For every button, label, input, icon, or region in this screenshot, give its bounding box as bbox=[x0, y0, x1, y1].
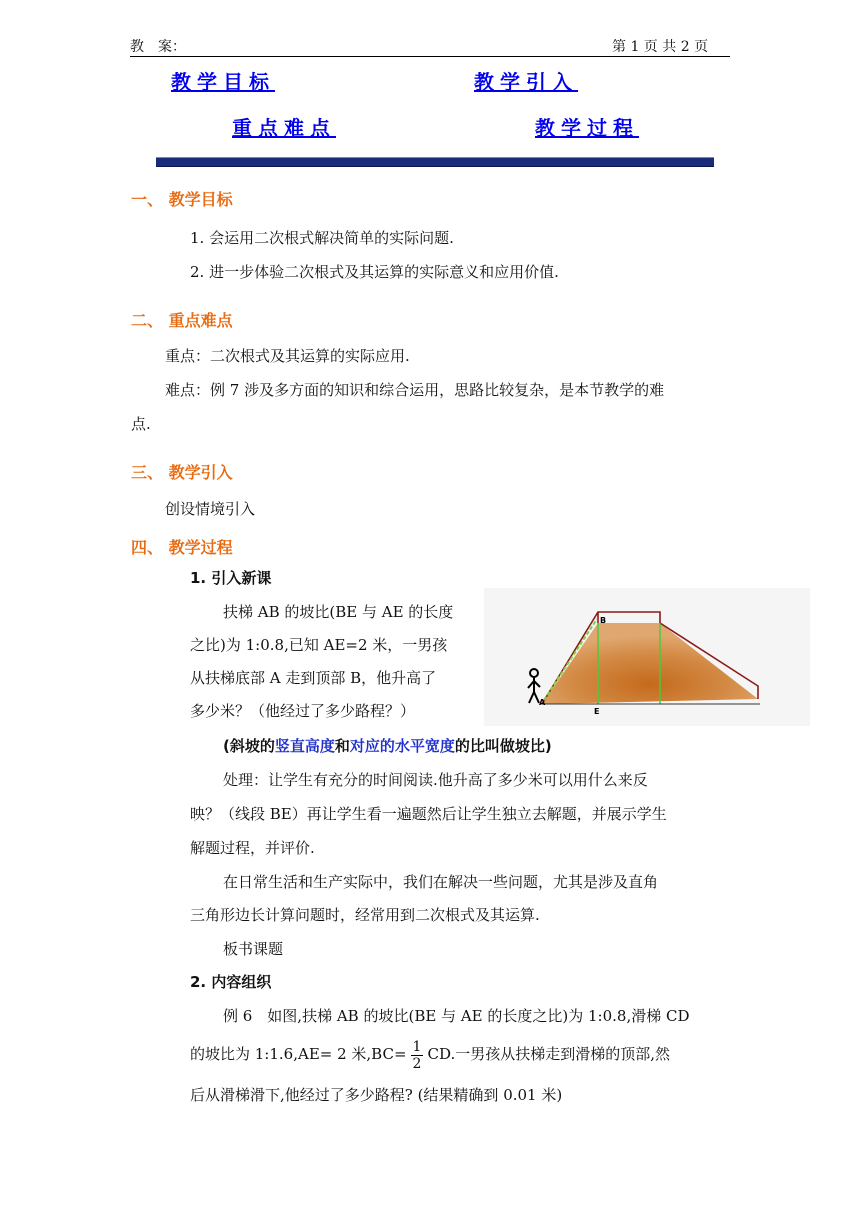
nav-link-intro[interactable]: 教学引入 bbox=[474, 70, 578, 94]
intro-text: 创设情境引入 bbox=[165, 500, 256, 518]
example6-line-2-start: 的坡比为 1:1.6,AE= 2 米,BC= bbox=[190, 1045, 407, 1063]
board-title-text: 板书课题 bbox=[223, 940, 284, 958]
figure-label-e: E bbox=[594, 707, 600, 716]
goal-item-1: 1. 会运用二次根式解决简单的实际问题. bbox=[190, 229, 454, 247]
subsection-title-new-lesson: 1. 引入新课 bbox=[190, 569, 272, 587]
example6-line-2 bbox=[190, 1038, 670, 1072]
process-line-3: 解题过程，并评价. bbox=[190, 839, 315, 857]
note-close: 的比叫做坡比) bbox=[454, 737, 552, 755]
fraction-one-half bbox=[411, 1039, 424, 1072]
figure-label-a: A bbox=[539, 698, 546, 707]
nav-link-process[interactable]: 教学过程 bbox=[535, 116, 639, 140]
nav-link-key-points[interactable]: 重点难点 bbox=[232, 116, 336, 140]
note-and: 和 bbox=[334, 737, 350, 755]
process-line-1: 处理：让学生有充分的时间阅读.他升高了多少米可以用什么来反 bbox=[223, 771, 648, 789]
example6-line-3: 后从滑梯滑下,他经过了多少路程? (结果精确到 0.01 米) bbox=[190, 1086, 563, 1104]
example6-line-2-end: CD.一男孩从扶梯走到滑梯的顶部,然 bbox=[427, 1045, 670, 1063]
life-line-1: 在日常生活和生产实际中，我们在解决一些问题，尤其是涉及直角 bbox=[223, 873, 659, 891]
goal-item-2: 2. 进一步体验二次根式及其运算的实际意义和应用价值. bbox=[190, 263, 559, 281]
note-open: (斜坡的 bbox=[223, 737, 275, 755]
section-title-key-points: 二、 重点难点 bbox=[131, 311, 233, 330]
section-title-process: 四、 教学过程 bbox=[131, 538, 233, 557]
difficulty-text-line2: 点. bbox=[131, 415, 151, 433]
note-vertical-height: 竖直高度 bbox=[274, 737, 335, 755]
problem-line-4: 多少米？（他经过了多少路程？） bbox=[190, 702, 416, 720]
escalator-slope-figure bbox=[484, 588, 810, 726]
header-rule bbox=[130, 56, 730, 57]
header-page-number: 第 1 页 共 2 页 bbox=[612, 39, 709, 55]
fraction-denominator: 2 bbox=[412, 1055, 422, 1072]
difficulty-text-line1: 难点：例 7 涉及多方面的知识和综合运用，思路比较复杂，是本节教学的难 bbox=[165, 381, 665, 399]
process-line-2: 映？（线段 BE）再让学生看一遍题然后让学生独立去解题，并展示学生 bbox=[190, 805, 667, 823]
section-title-intro: 三、 教学引入 bbox=[131, 463, 233, 482]
header-left: 教 案： bbox=[130, 39, 186, 55]
problem-line-2: 之比)为 1:0.8,已知 AE=2 米，一男孩 bbox=[190, 636, 448, 654]
key-point-text: 重点：二次根式及其运算的实际应用. bbox=[165, 347, 410, 365]
decorative-divider-bar bbox=[156, 157, 714, 167]
fraction-numerator: 1 bbox=[412, 1038, 422, 1055]
slope-ratio-definition bbox=[223, 730, 552, 763]
problem-line-3: 从扶梯底部 A 走到顶部 B，他升高了 bbox=[190, 669, 437, 687]
life-line-2: 三角形边长计算问题时，经常用到二次根式及其运算. bbox=[190, 906, 540, 924]
nav-link-goals[interactable]: 教学目标 bbox=[171, 70, 275, 94]
subsection-title-content: 2. 内容组织 bbox=[190, 973, 272, 991]
note-horizontal-width: 对应的水平宽度 bbox=[349, 737, 455, 755]
problem-line-1: 扶梯 AB 的坡比(BE 与 AE 的长度 bbox=[223, 603, 454, 621]
example6-line-1: 例 6 如图,扶梯 AB 的坡比(BE 与 AE 的长度之比)为 1:0.8,滑梯 CD bbox=[223, 1007, 690, 1025]
section-title-goals: 一、 教学目标 bbox=[131, 190, 233, 209]
figure-label-b: B bbox=[600, 616, 607, 625]
